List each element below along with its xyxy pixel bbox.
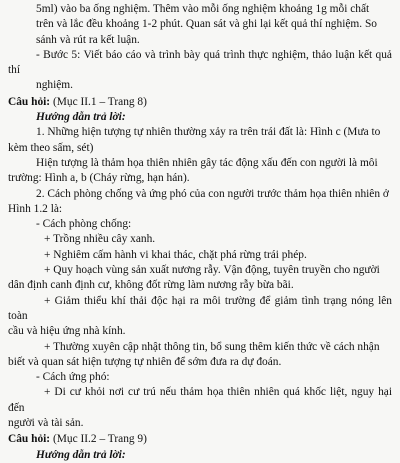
text-line: trên và lắc đều khoảng 1-2 phút. Quan sát và ghi lại kết quả thí nghiệm. So xyxy=(36,18,378,31)
text-line: người và tài sản. xyxy=(8,417,84,430)
text-line: Hiện tượng là thảm họa thiên nhiên gây tác động xấu đến con người là môi xyxy=(36,156,378,169)
prevention-item-2: + Nghiêm cấm hành vi khai thác, chặt phá rừng trái phép. xyxy=(44,248,307,261)
text-line: 5ml) vào ba ống nghiệm. Thêm vào mỗi ống nghiệm khoảng 1g mỗi chất xyxy=(36,3,370,15)
text-line: - Bước 5: Viết báo cáo và trình bày quá trình thực nghiệm, thảo luận kết quả thí xyxy=(8,48,392,77)
text-line: nghiệm. xyxy=(36,79,74,92)
text-line: biết và quan sát hiện tượng tự nhiên để sớm đưa ra dự đoán. xyxy=(8,355,282,368)
question-heading-2 xyxy=(8,432,392,447)
text-line: + Di cư khỏi nơi cư trú nếu thảm họa thiên nhiên quá khốc liệt, nguy hại đến xyxy=(8,386,392,414)
text-line: + Quy hoạch vùng sản xuất nương rẫy. Vận động, tuyên truyền cho người xyxy=(44,264,380,277)
text-line: 2. Cách phòng chống và ứng phó của con người trước thảm họa thiên nhiên ở xyxy=(36,187,389,200)
question-reference: (Mục II.2 – Trang 9) xyxy=(52,433,147,446)
answer-paragraph-1 xyxy=(8,125,392,156)
step4-continuation xyxy=(8,2,392,48)
text-line: sánh và rút ra kết luận. xyxy=(36,33,140,46)
question-label: Câu hỏi: xyxy=(8,95,51,108)
step5-paragraph xyxy=(8,48,392,94)
text-line: + Giảm thiểu khí thải độc hại ra môi trường để giảm tình trạng nóng lên toàn xyxy=(8,294,392,322)
response-item-1 xyxy=(8,385,392,431)
prevention-item-5 xyxy=(8,340,392,371)
text-line: cầu và hiệu ứng nhà kính. xyxy=(8,325,126,338)
text-line: dân định canh định cư, không đốt rừng làm nương rẫy bừa bãi. xyxy=(8,279,294,292)
question-reference: (Mục II.1 – Trang 8) xyxy=(52,95,147,108)
text-line: Hình 1.2 là: xyxy=(8,202,63,215)
prevention-item-3 xyxy=(8,263,392,294)
answer-guide-heading-2: Hướng dẫn trả lời: xyxy=(36,448,126,461)
answer-paragraph-3 xyxy=(8,187,392,218)
text-line: 1. Những hiện tượng tự nhiên thường xảy ra trên trái đất là: Hình c (Mưa to xyxy=(36,126,381,139)
question-label: Câu hỏi: xyxy=(8,433,51,446)
prevention-item-4 xyxy=(8,294,392,340)
prevention-heading: - Cách phòng chống: xyxy=(36,218,132,231)
question-heading-1 xyxy=(8,95,392,110)
text-line: + Thường xuyên cập nhật thông tin, bổ sung thêm kiến thức về cách nhận xyxy=(44,340,380,353)
answer-paragraph-2 xyxy=(8,156,392,187)
prevention-item-1: + Trồng nhiều cây xanh. xyxy=(44,233,156,246)
text-line: trường: Hình a, b (Cháy rừng, hạn hán). xyxy=(8,172,190,185)
answer-guide-heading-1: Hướng dẫn trả lời: xyxy=(36,111,126,124)
text-line: kèm theo sấm, sét) xyxy=(8,141,94,154)
response-heading: - Cách ứng phó: xyxy=(36,371,110,384)
